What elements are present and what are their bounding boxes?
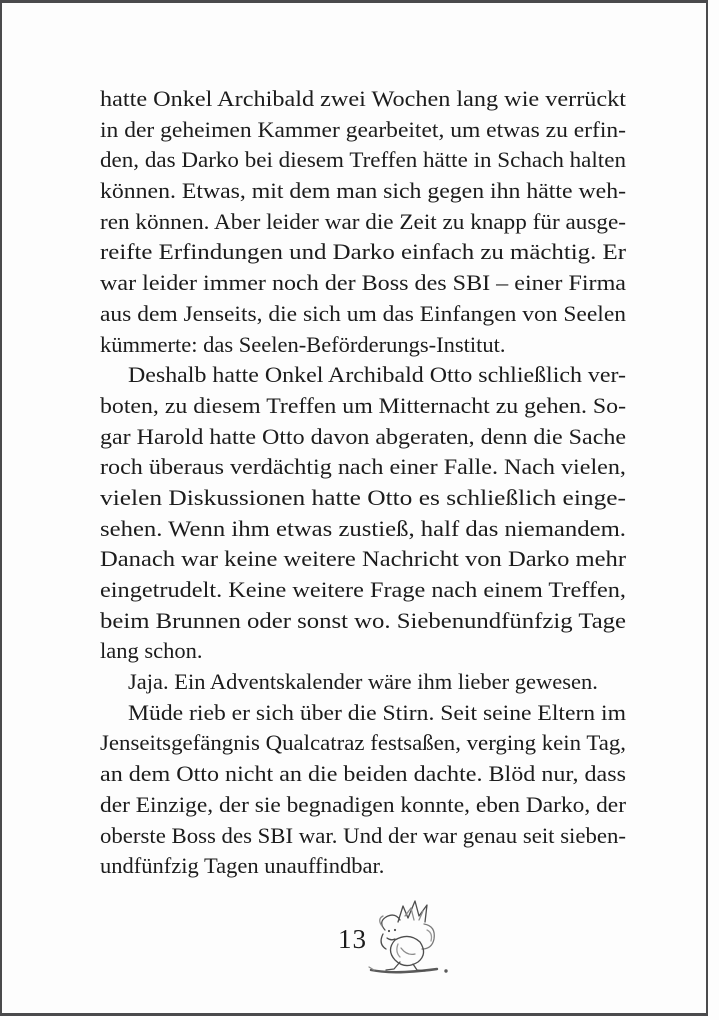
text-line: beim Brunnen oder sonst wo. Siebenundfünfzig Tage <box>100 607 627 633</box>
text-line: in der geheimen Kammer gearbeitet, um etwas zu erfin- <box>100 116 627 142</box>
text-line: vielen Diskussionen hatte Otto es schließlich einge- <box>100 484 626 510</box>
text-line: ren können. Aber leider war die Zeit zu knapp für ausge- <box>100 208 627 234</box>
text-line: reifte Erfindungen und Darko einfach zu mächtig. Er <box>100 239 627 265</box>
text-line: eingetrudelt. Keine weitere Frage nach einem Treffen, <box>100 577 627 602</box>
text-line: Deshalb hatte Onkel Archibald Otto schließlich ver- <box>128 362 626 388</box>
text-line: der Einzige, der sie begnadigen konnte, eben Darko, der <box>100 791 627 817</box>
page-number: 13 <box>338 924 367 954</box>
text-line: oberste Boss des SBI war. Und der war genau seit sieben- <box>100 822 627 848</box>
text-line: roch überaus verdächtig nach einer Falle. Nach vielen, <box>100 454 626 480</box>
text-line: an dem Otto nicht an die beiden dachte. Blöd nur, dass <box>100 761 626 787</box>
text-line: gar Harold hatte Otto davon abgeraten, denn die Sache <box>100 423 627 449</box>
text-line: Danach war keine weitere Nachricht von Darko mehr <box>100 546 627 572</box>
text-line: den, das Darko bei diesem Treffen hätte in Schach halten <box>100 147 626 173</box>
text-line: aus dem Jenseits, die sich um das Einfangen von Seelen <box>100 300 627 326</box>
text-line: undfünfzig Tagen unauffindbar. <box>100 853 385 879</box>
text-line: Müde rieb er sich über die Stirn. Seit seine Eltern im <box>128 699 626 725</box>
text-line: sehen. Wenn ihm etwas zustieß, half das niemandem. <box>100 515 626 541</box>
text-line: lang schon. <box>100 638 203 664</box>
text-line: können. Etwas, mit dem man sich gegen ihn hätte weh- <box>100 178 626 204</box>
footer-ornament-sketch-icon <box>367 896 453 980</box>
text-line: Jaja. Ein Adventskalender wäre ihm lieber gewesen. <box>128 669 598 695</box>
text-line: Jenseitsgefängnis Qualcatraz festsaßen, verging kein Tag, <box>100 730 626 756</box>
text-line: boten, zu diesem Treffen um Mitternacht zu gehen. So- <box>100 392 627 418</box>
text-line: hatte Onkel Archibald zwei Wochen lang wie verrückt <box>100 86 627 111</box>
text-line: war leider immer noch der Boss des SBI – einer Firma <box>100 270 627 296</box>
body-text <box>100 84 626 882</box>
text-line: kümmerte: das Seelen-Beförderungs-Institut. <box>100 331 506 357</box>
